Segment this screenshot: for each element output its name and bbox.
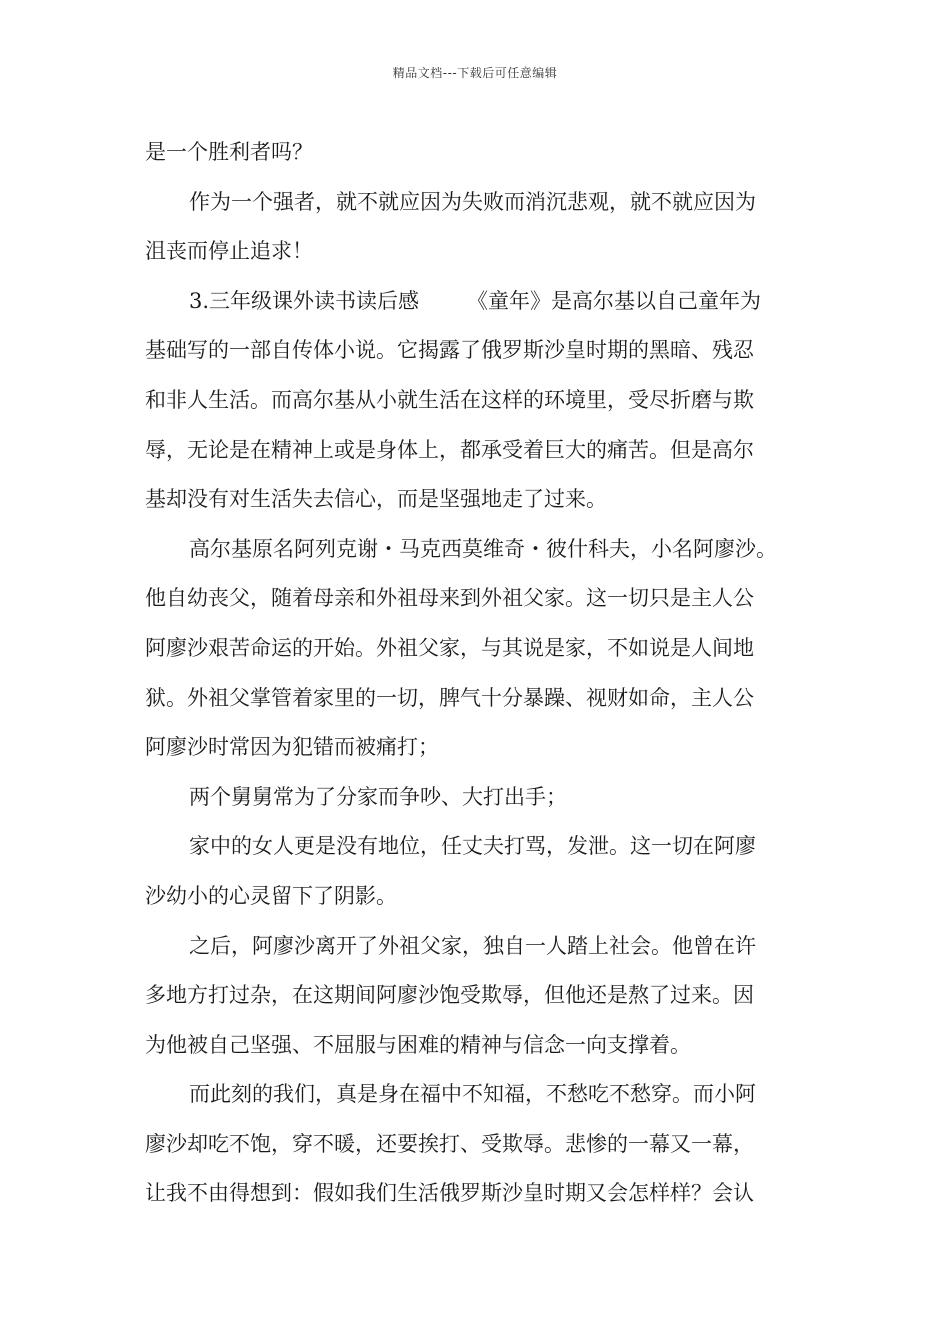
text-line: 沮丧而停止追求！ (145, 239, 313, 264)
paragraph-start-line: 而此刻的我们，真是身在福中不知福，不愁吃不愁穿。而小阿 (189, 1082, 756, 1107)
paragraph-start-line (145, 277, 810, 327)
paragraph-start-line: 家中的女人更是没有地位，任丈夫打骂，发泄。这一切在阿廖 (189, 834, 756, 859)
text-line: 沙幼小的心灵留下了阴影。 (145, 883, 397, 908)
text-line: 他自幼丧父，随着母亲和外祖母来到外祖父家。这一切只是主人公 (145, 586, 754, 611)
text-line: 基础写的一部自传体小说。它揭露了俄罗斯沙皇时期的黑暗、残忍 (145, 338, 754, 363)
text-line: 为他被自己坚强、不屈服与困难的精神与信念一向支撑着。 (145, 1032, 691, 1057)
text-line: 廖沙却吃不饱，穿不暖，还要挨打、受欺辱。悲惨的一幕又一幕， (145, 1131, 754, 1156)
page-header: 精品文档---下载后可任意编辑 (392, 66, 558, 80)
paragraph-start-line: 作为一个强者，就不就应因为失败而消沉悲观，就不就应因为 (189, 189, 756, 214)
text-line: 狱。外祖父掌管着家里的一切，脾气十分暴躁、视财如命，主人公 (145, 685, 754, 710)
text-line: 是一个胜利者吗？ (145, 140, 313, 164)
text-line: 基却没有对生活失去信心，而是坚强地走了过来。 (145, 487, 607, 512)
text-line: 阿廖沙时常因为犯错而被痛打； (145, 735, 439, 760)
section-heading: 3.三年级课外读书读后感 (189, 288, 420, 313)
text-line: 让我不由得想到：假如我们生活俄罗斯沙皇时期又会怎样样？会认 (145, 1181, 754, 1206)
paragraph-start-line: 两个舅舅常为了分家而争吵、大打出手； (189, 784, 567, 809)
section-text: 《童年》是高尔基以自己童年为 (467, 288, 762, 313)
text-line: 阿廖沙艰苦命运的开始。外祖父家，与其说是家，不如说是人间地 (145, 635, 754, 660)
paragraph-start-line: 高尔基原名阿列克谢・马克西莫维奇・彼什科夫，小名阿廖沙。 (189, 536, 777, 561)
text-line: 辱，无论是在精神上或是身体上，都承受着巨大的痛苦。但是高尔 (145, 437, 754, 462)
paragraph-start-line: 之后，阿廖沙离开了外祖父家，独自一人踏上社会。他曾在许 (189, 933, 756, 958)
text-line: 和非人生活。而高尔基从小就生活在这样的环境里，受尽折磨与欺 (145, 387, 754, 412)
text-line: 多地方打过杂，在这期间阿廖沙饱受欺辱，但他还是熬了过来。因 (145, 983, 754, 1008)
document-body (145, 128, 810, 1219)
